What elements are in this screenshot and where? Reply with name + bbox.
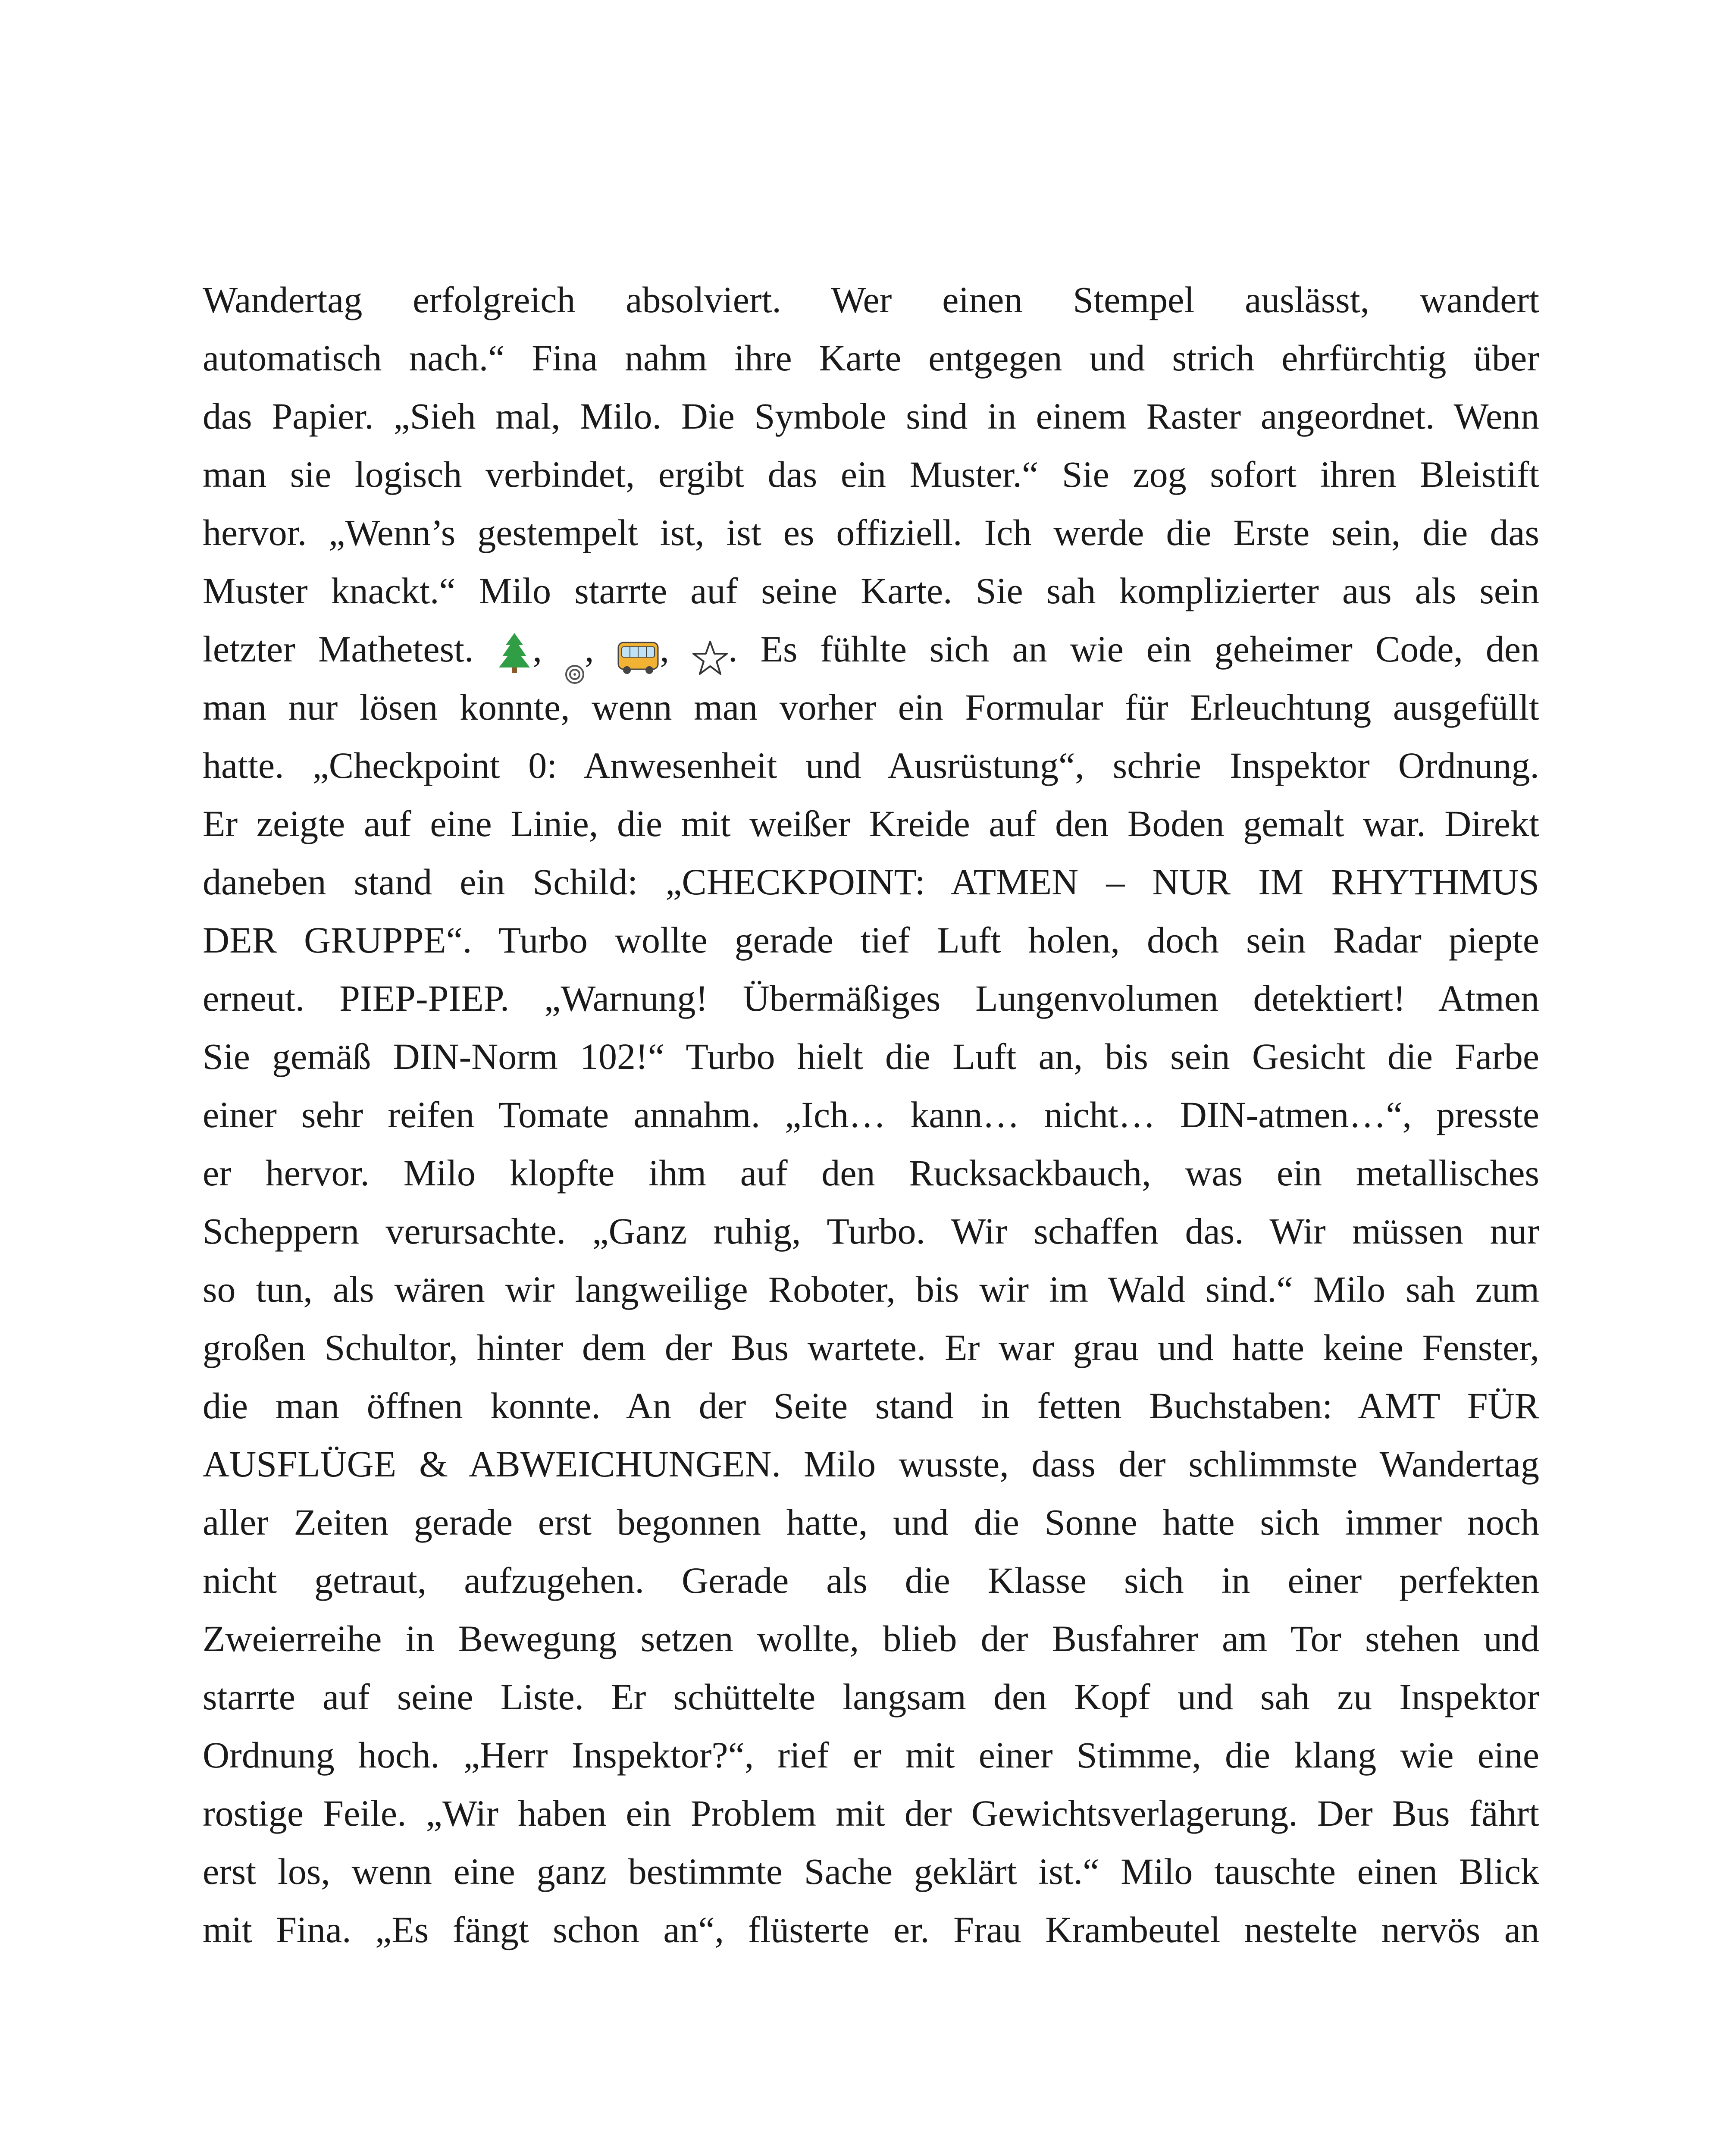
text-line-7-with-icons <box>203 620 1539 678</box>
text-line-23: nicht getraut, aufzugehen. Gerade als die Klasse sich in einer perfekten <box>203 1560 1539 1601</box>
icon-separator: , <box>584 628 594 670</box>
text-line-22: aller Zeiten gerade erst begonnen hatte, und die Sonne hatte sich immer noch <box>203 1501 1539 1543</box>
text-line-20: die man öffnen konnte. An der Seite stand in fetten Buchstaben: AMT FÜR <box>203 1385 1539 1426</box>
text-line-25: starrte auf seine Liste. Er schüttelte langsam den Kopf und sah zu Inspektor <box>203 1676 1539 1717</box>
text-line-29: mit Fina. „Es fängt schon an“, flüsterte er. Frau Krambeutel nestelte nervös an <box>203 1909 1539 1950</box>
text-line-31 <box>203 2017 1539 2075</box>
body-text <box>203 271 1539 2075</box>
text-line-5: hervor. „Wenn’s gestempelt ist, ist es offiziell. Ich werde die Erste sein, die das <box>203 512 1539 553</box>
text-line-19: großen Schultor, hinter dem der Bus wartete. Er war grau und hatte keine Fenster, <box>203 1327 1539 1368</box>
text-line-30 <box>203 1959 1539 2017</box>
text-line-14: Sie gemäß DIN-Norm 102!“ Turbo hielt die Luft an, bis sein Gesicht die Farbe <box>203 1036 1539 1077</box>
bus-icon <box>617 635 660 671</box>
tree-icon <box>496 632 532 674</box>
text-line-8: man nur lösen konnte, wenn man vorher ein Formular für Erleuchtung ausgefüllt <box>203 686 1539 728</box>
line7-before: letzter Mathetest. <box>203 628 474 670</box>
icon-separator: , <box>532 628 542 670</box>
text-line-28: erst los, wenn eine ganz bestimmte Sache geklärt ist.“ Milo tauschte einen Blick <box>203 1851 1539 1892</box>
text-line-27: rostige Feile. „Wir haben ein Problem mit der Gewichtsverlagerung. Der Bus fährt <box>203 1792 1539 1834</box>
text-line-12: DER GRUPPE“. Turbo wollte gerade tief Luft holen, doch sein Radar piepte <box>203 919 1539 961</box>
text-line-11: daneben stand ein Schild: „CHECKPOINT: ATMEN – NUR IM RHYTHMUS <box>203 861 1539 903</box>
star-icon <box>692 635 728 671</box>
text-line-4: man sie logisch verbindet, ergibt das ein Muster.“ Sie zog sofort ihren Bleistift <box>203 454 1539 495</box>
text-line-3: das Papier. „Sieh mal, Milo. Die Symbole sind in einem Raster angeordnet. Wenn <box>203 395 1539 437</box>
text-line-2: automatisch nach.“ Fina nahm ihre Karte entgegen und strich ehrfürchtig über <box>203 337 1539 379</box>
text-line-9: hatte. „Checkpoint 0: Anwesenheit und Ausrüstung“, schrie Inspektor Ordnung. <box>203 745 1539 786</box>
text-line-1: Wandertag erfolgreich absolviert. Wer einen Stempel auslässt, wandert <box>203 279 1539 320</box>
text-line-26: Ordnung hoch. „Herr Inspektor?“, rief er mit einer Stimme, die klang wie eine <box>203 1734 1539 1776</box>
spiral-icon <box>565 643 585 663</box>
icon-separator: , <box>660 628 669 670</box>
line7-after: . Es fühlte sich an wie ein geheimer Code, den <box>728 628 1540 670</box>
text-line-10: Er zeigte auf eine Linie, die mit weißer Kreide auf den Boden gemalt war. Direkt <box>203 803 1539 844</box>
text-line-6: Muster knackt.“ Milo starrte auf seine Karte. Sie sah komplizierter aus als sein <box>203 570 1539 611</box>
text-line-24: Zweierreihe in Bewegung setzen wollte, blieb der Busfahrer am Tor stehen und <box>203 1618 1539 1659</box>
text-line-15: einer sehr reifen Tomate annahm. „Ich… kann… nicht… DIN-atmen…“, presste <box>203 1094 1539 1135</box>
text-line-16: er hervor. Milo klopfte ihm auf den Rucksackbauch, was ein metallisches <box>203 1152 1539 1194</box>
text-line-18: so tun, als wären wir langweilige Roboter, bis wir im Wald sind.“ Milo sah zum <box>203 1269 1539 1310</box>
remaining-lines <box>203 678 1539 2075</box>
text-line-17: Scheppern verursachte. „Ganz ruhig, Turbo. Wir schaffen das. Wir müssen nur <box>203 1210 1539 1252</box>
text-line-21: AUSFLÜGE & ABWEICHUNGEN. Milo wusste, dass der schlimmste Wandertag <box>203 1443 1539 1485</box>
text-line-13: erneut. PIEP-PIEP. „Warnung! Übermäßiges Lungenvolumen detektiert! Atmen <box>203 978 1539 1019</box>
